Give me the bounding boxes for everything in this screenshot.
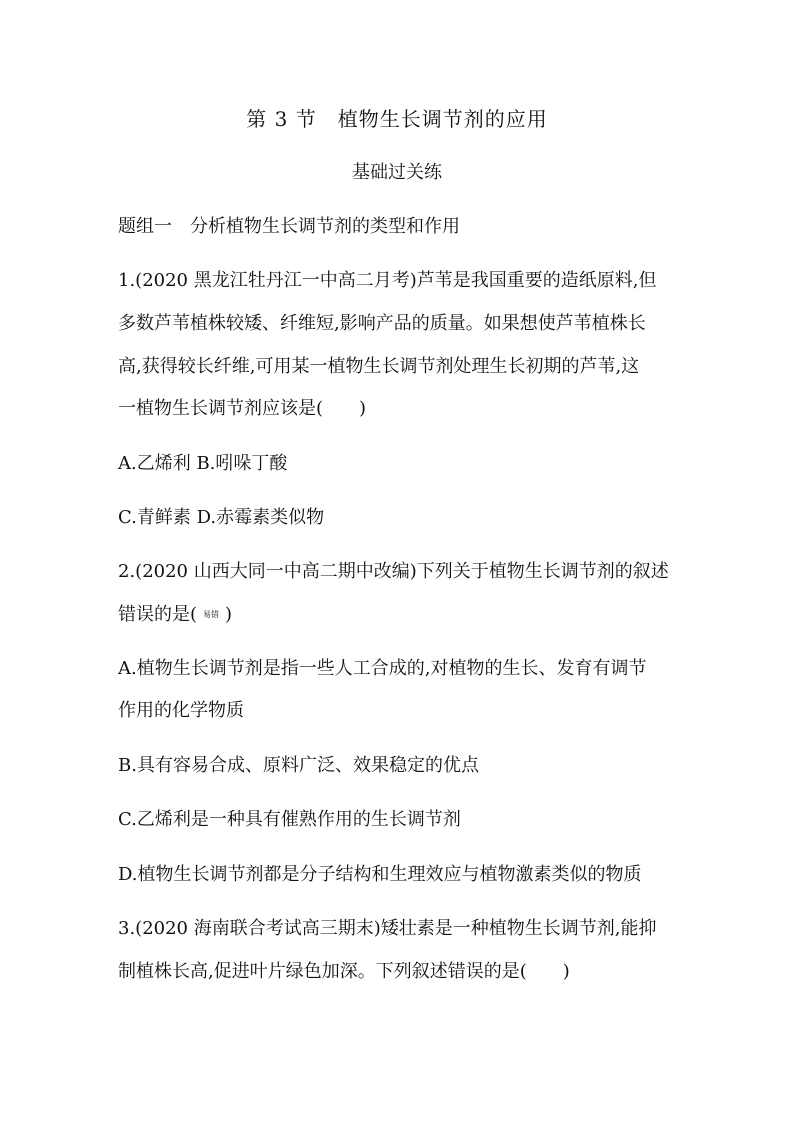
q2-option-b: B.具有容易合成、原料广泛、效果稳定的优点 bbox=[118, 755, 479, 776]
section-heading: 题组一 分析植物生长调节剂的类型和作用 bbox=[118, 216, 460, 237]
q1-line-4: 一植物生长调节剂应该是( ) bbox=[118, 398, 367, 419]
q2-close-paren: ) bbox=[225, 604, 233, 625]
q1-line-2: 多数芦苇植株较矮、纤维短,影响产品的质量。如果想使芦苇植株长 bbox=[118, 313, 646, 334]
q3-line-1: 3.(2020 海南联合考试高三期末)矮壮素是一种植物生长调节剂,能抑 bbox=[118, 918, 657, 939]
page-title: 第 3 节 植物生长调节剂的应用 bbox=[246, 107, 548, 131]
q1-line-1: 1.(2020 黑龙江牡丹江一中高二月考)芦苇是我国重要的造纸原料,但 bbox=[118, 270, 657, 291]
q2-line-1: 2.(2020 山西大同一中高二期中改编)下列关于植物生长调节剂的叙述 bbox=[118, 561, 669, 582]
q3-line-2: 制植株长高,促进叶片绿色加深。下列叙述错误的是( ) bbox=[118, 961, 570, 982]
q2-option-d: D.植物生长调节剂都是分子结构和生理效应与植物激素类似的物质 bbox=[118, 864, 642, 885]
q2-option-c: C.乙烯利是一种具有催熟作用的生长调节剂 bbox=[118, 809, 461, 830]
difficulty-tag: 易错 bbox=[203, 610, 220, 619]
q1-line-3: 高,获得较长纤维,可用某一植物生长调节剂处理生长初期的芦苇,这 bbox=[118, 356, 640, 377]
q1-options-row-2: C.青鲜素 D.赤霉素类似物 bbox=[118, 507, 325, 528]
page-subtitle: 基础过关练 bbox=[352, 162, 442, 183]
q2-option-a-line-1: A.植物生长调节剂是指一些人工合成的,对植物的生长、发育有调节 bbox=[118, 658, 647, 679]
q2-line-2 bbox=[118, 603, 232, 627]
q2-option-a-line-2: 作用的化学物质 bbox=[118, 700, 244, 721]
q1-options-row-1: A.乙烯利 B.吲哚丁酸 bbox=[118, 453, 288, 474]
q2-stem-end: 错误的是( bbox=[118, 604, 198, 625]
